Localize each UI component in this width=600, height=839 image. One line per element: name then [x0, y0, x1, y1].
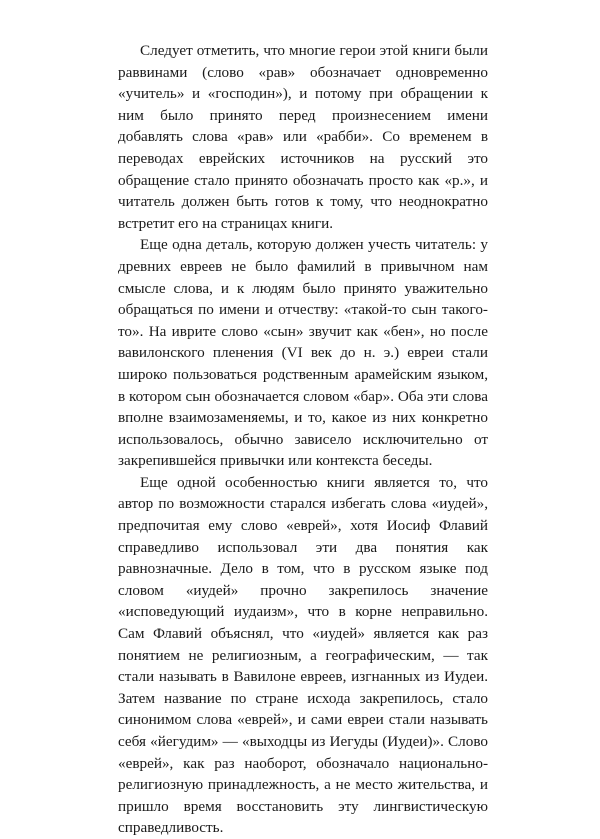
- paragraph-judean-term: Еще одной особенностью книги является то, что автор по возможности старался избегать слова «иудей», предпочитая ему слово «еврей», хотя Иосиф Флавий справедливо использовал эти два понятия как равнозначные. Дело в том, что в русском языке под словом «иудей» прочно закрепилось значение «исповедующий иудаизм», что в корне неправильно. Сам Флавий объяснял, что «иудей» является как раз понятием не религиозным, а географическим, — так стали называть в Вавилоне евреев, изгнанных из Иудеи. Затем название по стране исхода закрепилось, стало синонимом слова «еврей», и сами евреи стали называть себя «йегудим» — «выходцы из Иегуды (Иудеи)». Слово «еврей», как раз наоборот, обозначало национально-религиозную принадлежность, а не место жительства, и пришло время восстановить эту лингвистическую справедливость.: [118, 473, 488, 837]
- paragraph-names-patronymics: Еще одна деталь, которую должен учесть читатель: у древних евреев не было фамилий в привычном нам смысле слова, и к людям было принято уважительно обращаться по имени и отчеству: «такой-то сын такого-то». На иврите слово «сын» звучит как «бен», но после вавилонского пленения (VI век до н. э.) евреи стали широко пользоваться родственным арамейским языком, в котором сын обозначается словом «бар». Оба эти слова вполне взаимозаменяемы, и то, какое из них конкретно использовалось, обычно зависело исключительно от закрепившейся привычки или контекста беседы.: [118, 236, 488, 470]
- body-text: [118, 40, 488, 839]
- paragraph-rabbi-title: Следует отметить, что многие герои этой книги были раввинами (слово «рав» обозначает одновременно «учитель» и «господин»), и потому при обращении к ним было принято перед произнесением имени добавлять слова «рав» или «рабби». Со временем в переводах еврейских источников на русский это обращение стало принято обозначать просто как «р.», и читатель должен быть готов к тому, что неоднократно встретит его на страницах книги.: [118, 42, 488, 232]
